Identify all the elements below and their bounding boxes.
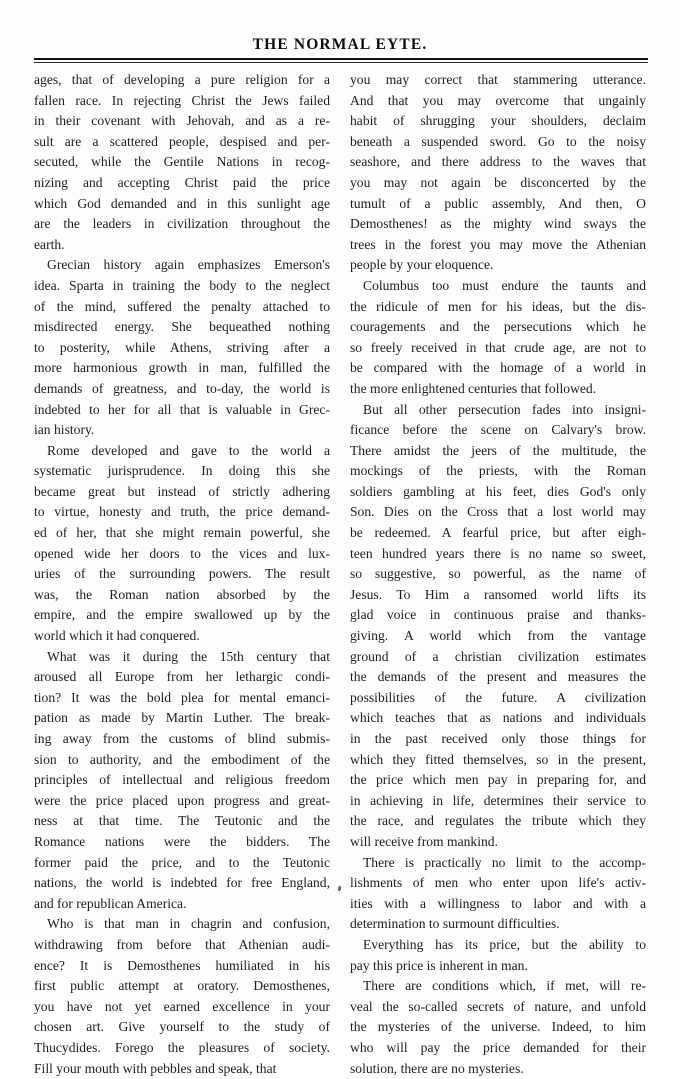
text-line: lishments of men who enter upon life's activ- xyxy=(350,873,646,894)
text-line: idea. Sparta in training the body to the neglect xyxy=(34,276,330,297)
text-line: veal the so-called secrets of nature, and unfold xyxy=(350,997,646,1018)
text-line: seashore, and there address to the waves that xyxy=(350,152,646,173)
text-line: pation as made by Martin Luther. The break- xyxy=(34,708,330,729)
text-line: sion to authority, and the embodiment of the xyxy=(34,750,330,771)
text-line: Rome developed and gave to the world a xyxy=(34,441,330,462)
text-line: Jesus. To Him a ransomed world lifts its xyxy=(350,585,646,606)
text-line: There are conditions which, if met, will re- xyxy=(350,976,646,997)
text-line: determination to surmount difficulties. xyxy=(350,914,646,935)
rule-thin xyxy=(34,62,648,63)
text-line: solution, there are no mysteries. xyxy=(350,1059,646,1079)
text-line: will receive from mankind. xyxy=(350,832,646,853)
text-line: are the leaders in civilization throughout the xyxy=(34,214,330,235)
text-line: world which it had conquered. xyxy=(34,626,330,647)
text-line: teen hundred years there is no name so sweet, xyxy=(350,544,646,565)
text-line: you may not again be disconcerted by the xyxy=(350,173,646,194)
body-columns xyxy=(0,70,680,980)
text-line: beneath a suspended sword. Go to the noisy xyxy=(350,132,646,153)
text-line: sult are a scattered people, despised and per- xyxy=(34,132,330,153)
text-line: the mysteries of the universe. Indeed, to him xyxy=(350,1017,646,1038)
text-line: Grecian history again emphasizes Emerson's xyxy=(34,255,330,276)
text-line: possibilities of the future. A civilization xyxy=(350,688,646,709)
text-line: systematic jurisprudence. In doing this she xyxy=(34,461,330,482)
text-line: the ridicule of men for his ideas, but the dis- xyxy=(350,297,646,318)
text-line: Romance nations were the bidders. The xyxy=(34,832,330,853)
text-line: the demands of the present and measures the xyxy=(350,667,646,688)
paragraph xyxy=(34,255,330,440)
text-line: fallen race. In rejecting Christ the Jews failed xyxy=(34,91,330,112)
text-line: ages, that of developing a pure religion for a xyxy=(34,70,330,91)
paragraph xyxy=(34,647,330,915)
text-line: of the mind, suffered the penalty attached to xyxy=(34,297,330,318)
text-line: ing away from the customs of blind submis- xyxy=(34,729,330,750)
text-line: so freely received in that crude age, are not to xyxy=(350,338,646,359)
text-line: opened wide her doors to the vices and lux- xyxy=(34,544,330,565)
text-line: was, the Roman nation absorbed by the xyxy=(34,585,330,606)
text-line: principles of intellectual and religious freedom xyxy=(34,770,330,791)
text-line: nizing and accepting Christ paid the price xyxy=(34,173,330,194)
text-line: ence? It is Demosthenes humiliated in his xyxy=(34,956,330,977)
text-line: And that you may overcome that ungainly xyxy=(350,91,646,112)
text-line: the race, and regulates the tribute which they xyxy=(350,811,646,832)
text-line: ficance before the scene on Calvary's brow. xyxy=(350,420,646,441)
text-line: aroused all Europe from her lethargic condi- xyxy=(34,667,330,688)
text-line: There amidst the jeers of the multitude, the xyxy=(350,441,646,462)
text-line: ness at that time. The Teutonic and the xyxy=(34,811,330,832)
header-double-rule xyxy=(34,58,648,63)
text-line: former paid the price, and to the Teutonic xyxy=(34,853,330,874)
paragraph xyxy=(350,976,646,1079)
paragraph xyxy=(34,914,330,1079)
text-line: be compared with the homage of a world in xyxy=(350,358,646,379)
text-line: first public attempt at oratory. Demosthenes, xyxy=(34,976,330,997)
text-line: which teaches that as nations and individuals xyxy=(350,708,646,729)
text-line: What was it during the 15th century that xyxy=(34,647,330,668)
text-line: withdrawing from before that Athenian audi- xyxy=(34,935,330,956)
text-line: earth. xyxy=(34,235,330,256)
paragraph xyxy=(350,853,646,935)
text-line: to posterity, while Athens, striving after a xyxy=(34,338,330,359)
text-line: Demosthenes! as the mighty wind sways the xyxy=(350,214,646,235)
text-line: and for republican America. xyxy=(34,894,330,915)
text-line: in achieving in life, determines their service to xyxy=(350,791,646,812)
text-line: you may correct that stammering utterance. xyxy=(350,70,646,91)
text-line: secuted, while the Gentile Nations in recog- xyxy=(34,152,330,173)
text-line: Everything has its price, but the ability to xyxy=(350,935,646,956)
paragraph xyxy=(350,70,646,276)
text-line: mockings of the priests, with the Roman xyxy=(350,461,646,482)
text-line: people by your eloquence. xyxy=(350,255,646,276)
text-line: which God demanded and in this sunlight age xyxy=(34,194,330,215)
text-line: became great but instead of strictly adhering xyxy=(34,482,330,503)
page-title: THE NORMAL EYTE. xyxy=(0,36,680,54)
text-line: tion? It was the bold plea for mental emanci- xyxy=(34,688,330,709)
text-line: ed of her, that she might remain powerful, she xyxy=(34,523,330,544)
text-line: Son. Dies on the Cross that a lost world may xyxy=(350,502,646,523)
text-line: so suggestive, so powerful, as the name of xyxy=(350,564,646,585)
text-line: who will pay the price demanded for their xyxy=(350,1038,646,1059)
text-line: giving. A world which from the vantage xyxy=(350,626,646,647)
text-line: more harmonious growth in man, fulfilled the xyxy=(34,358,330,379)
text-line: to virtue, honesty and truth, the price demand- xyxy=(34,502,330,523)
paragraph xyxy=(350,935,646,976)
text-line: tumult of a public assembly, And then, O xyxy=(350,194,646,215)
text-line: habit of shrugging your shoulders, declaim xyxy=(350,111,646,132)
paragraph xyxy=(34,70,330,255)
text-line: trees in the forest you may move the Athenian xyxy=(350,235,646,256)
text-line: Thucydides. Forego the pleasures of society. xyxy=(34,1038,330,1059)
text-line: Fill your mouth with pebbles and speak, that xyxy=(34,1059,330,1079)
text-line: ities with a willingness to labor and with a xyxy=(350,894,646,915)
text-line: in their covenant with Jehovah, and as a re- xyxy=(34,111,330,132)
text-line: misdirected energy. She bequeathed nothing xyxy=(34,317,330,338)
text-column-left xyxy=(34,70,330,1079)
text-line: But all other persecution fades into insigni- xyxy=(350,400,646,421)
text-line: the price which men pay in preparing for, and xyxy=(350,770,646,791)
text-line: Who is that man in chagrin and confusion, xyxy=(34,914,330,935)
text-line: chosen art. Give yourself to the study of xyxy=(34,1017,330,1038)
text-line: uries of the surrounding powers. The result xyxy=(34,564,330,585)
text-line: pay this price is inherent in man. xyxy=(350,956,646,977)
paragraph xyxy=(350,276,646,400)
text-line: Columbus too must endure the taunts and xyxy=(350,276,646,297)
text-line: which they fitted themselves, so in the present, xyxy=(350,750,646,771)
text-line: the more enlightened centuries that followed. xyxy=(350,379,646,400)
text-line: in the past received only those things for xyxy=(350,729,646,750)
text-line: glad voice in continuous praise and thanks- xyxy=(350,605,646,626)
text-line: were the price placed upon progress and great- xyxy=(34,791,330,812)
text-line: There is practically no limit to the accomp- xyxy=(350,853,646,874)
text-line: be redeemed. A fearful price, but after eigh- xyxy=(350,523,646,544)
paragraph xyxy=(350,400,646,853)
text-line: indebted to her for all that is valuable in Grec- xyxy=(34,400,330,421)
paragraph xyxy=(34,441,330,647)
rule-thick xyxy=(34,58,648,60)
text-line: couragements and the persecutions which he xyxy=(350,317,646,338)
text-line: soldiers gambling at his feet, dies God's only xyxy=(350,482,646,503)
text-line: you have not yet earned excellence in your xyxy=(34,997,330,1018)
text-line: ground of a christian civilization estimates xyxy=(350,647,646,668)
text-line: empire, and the empire swallowed up by the xyxy=(34,605,330,626)
text-line: demands of greatness, and to-day, the world is xyxy=(34,379,330,400)
text-column-right xyxy=(350,70,646,1079)
text-line: nations, the world is indebted for free England, xyxy=(34,873,330,894)
text-line: ian history. xyxy=(34,420,330,441)
